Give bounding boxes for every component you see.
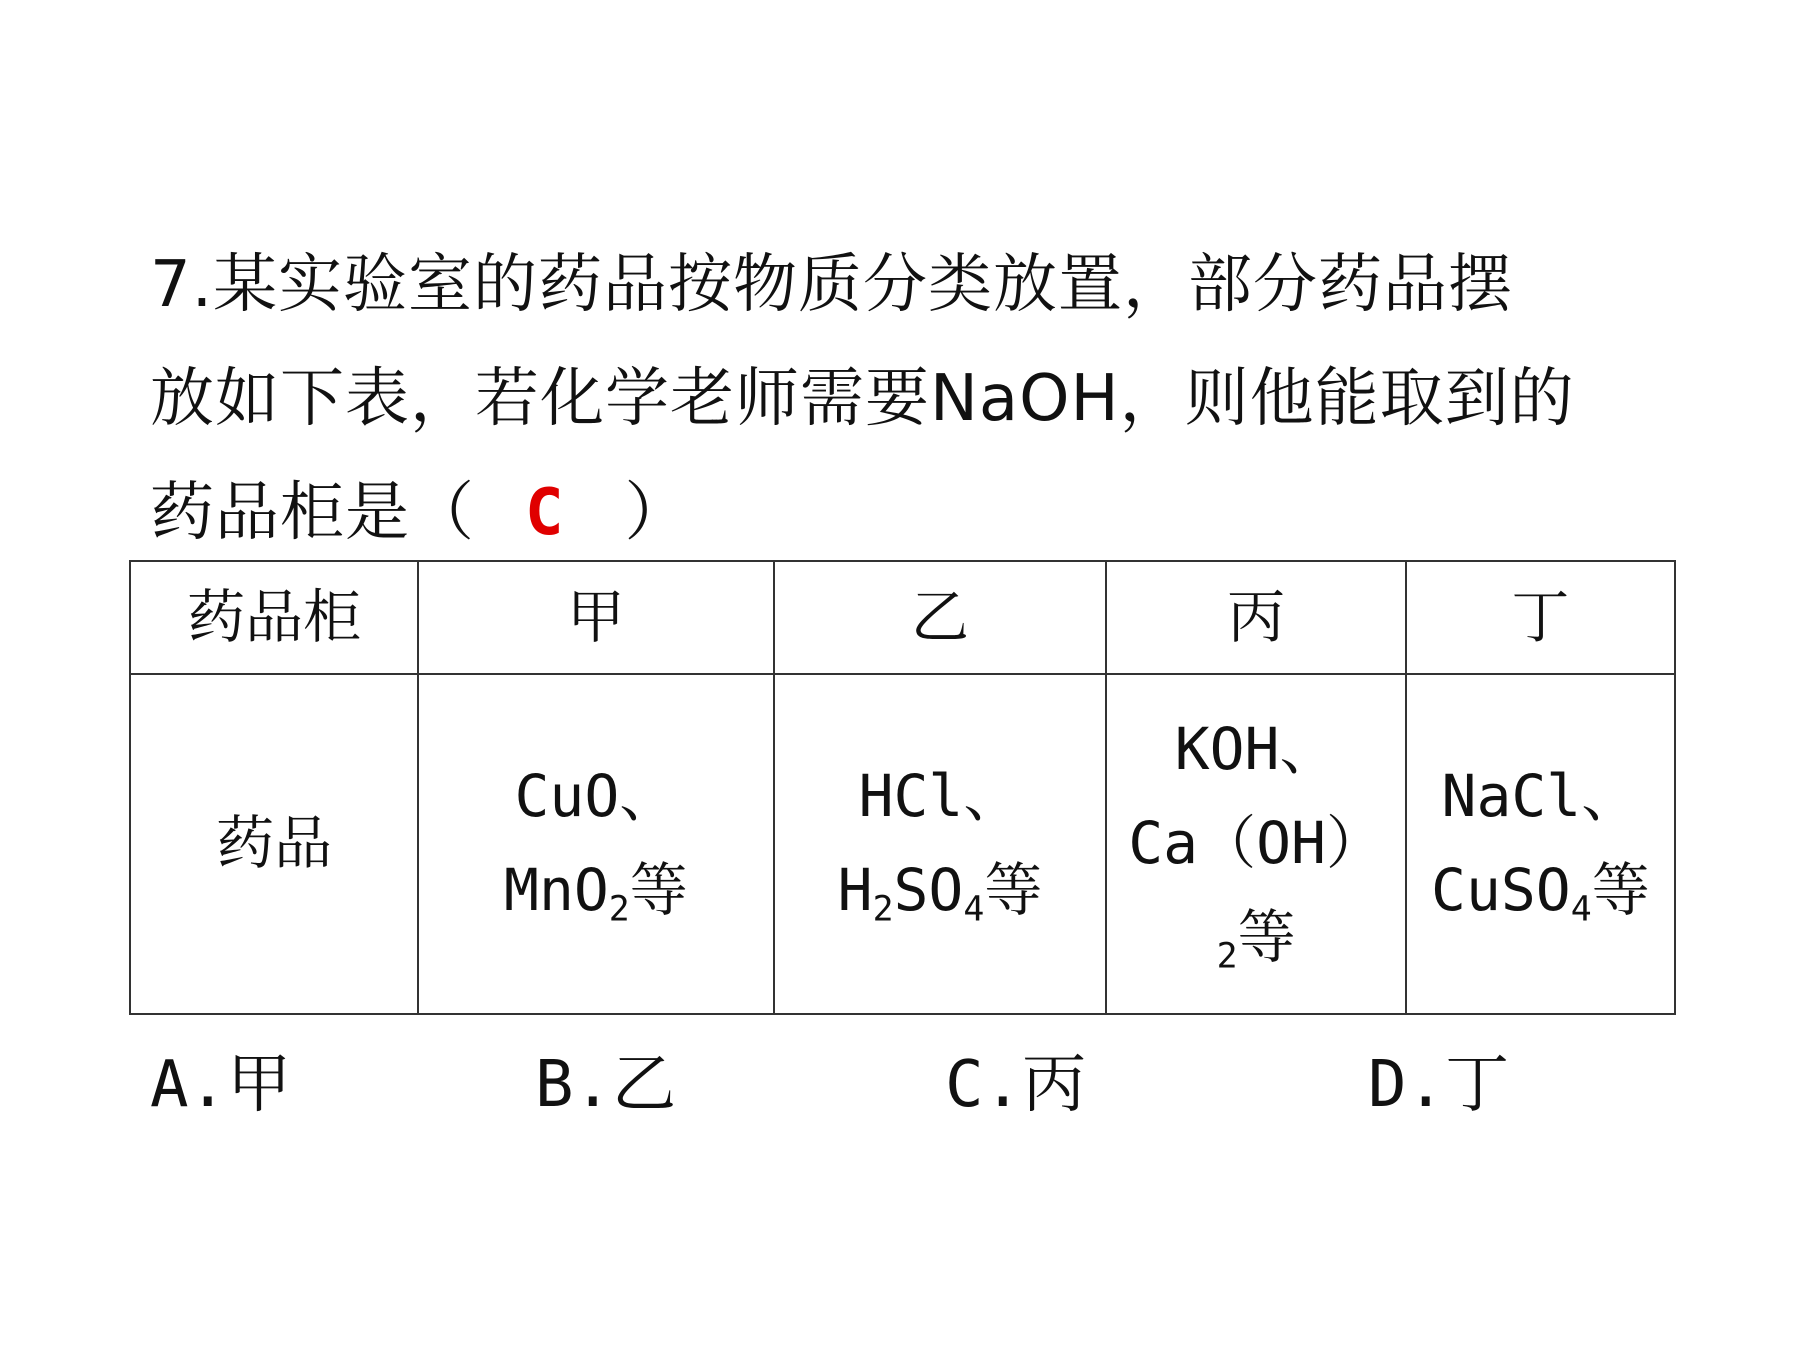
formula-subscript: 4 xyxy=(1570,889,1592,930)
question-line-1: 7.某实验室的药品按物质分类放置，部分药品摆 xyxy=(150,248,1514,322)
cell-jia xyxy=(418,674,773,1014)
cell-ding xyxy=(1406,674,1675,1014)
header-col-bing: 丙 xyxy=(1106,561,1405,674)
formula-subscript: 2 xyxy=(1216,936,1238,977)
answer-options xyxy=(150,1040,1690,1130)
option-b xyxy=(535,1040,676,1130)
cell-bing xyxy=(1106,674,1405,1014)
formula-part: H xyxy=(837,856,873,924)
option-b-letter: B. xyxy=(535,1048,613,1122)
header-col-jia: 甲 xyxy=(418,561,773,674)
cell-jia-line-2 xyxy=(419,844,772,938)
question-line-2: 放如下表，若化学老师需要NaOH，则他能取到的 xyxy=(150,362,1575,436)
formula-suffix: 等 xyxy=(984,856,1043,924)
option-c-letter: C. xyxy=(945,1048,1023,1122)
cell-ding-line-2 xyxy=(1407,844,1674,938)
cell-bing-line-2: Ca（OH） xyxy=(1128,809,1384,878)
cabinet-table xyxy=(129,560,1676,1015)
cell-bing-line-1: KOH、 xyxy=(1174,715,1338,784)
formula-subscript: 4 xyxy=(963,889,985,930)
formula-part: CuSO xyxy=(1431,856,1571,924)
header-label-cell: 药品柜 xyxy=(130,561,418,674)
option-d-letter: D. xyxy=(1368,1048,1446,1122)
cell-bing-line-3 xyxy=(1107,891,1404,985)
cell-yi-line-1: HCl、 xyxy=(858,762,1022,831)
option-d xyxy=(1368,1040,1509,1130)
row-label-cell: 药品 xyxy=(130,674,418,1014)
question-line-3-text: 药品柜是（ xyxy=(150,476,475,550)
cell-yi xyxy=(774,674,1107,1014)
formula-subscript: 2 xyxy=(872,889,894,930)
option-a-text: 甲 xyxy=(227,1048,292,1122)
formula-part: SO xyxy=(893,856,964,924)
option-a-letter: A. xyxy=(150,1048,228,1122)
formula-suffix: 等 xyxy=(629,856,688,924)
header-col-yi: 乙 xyxy=(774,561,1107,674)
table-row xyxy=(130,674,1675,1014)
question-stem xyxy=(150,228,1690,570)
cell-ding-line-1: NaCl、 xyxy=(1441,762,1640,831)
table-header-row xyxy=(130,561,1675,674)
formula-subscript: 2 xyxy=(608,889,630,930)
formula-suffix: 等 xyxy=(1237,902,1296,971)
question-close-paren: ） xyxy=(624,476,690,550)
answer-text: C xyxy=(525,476,565,550)
option-c-text: 丙 xyxy=(1022,1048,1087,1122)
formula-part: MnO xyxy=(504,856,609,924)
option-c xyxy=(945,1040,1086,1130)
question-line-3 xyxy=(150,456,1690,570)
option-b-text: 乙 xyxy=(612,1048,677,1122)
cell-jia-line-1: CuO、 xyxy=(514,762,678,831)
option-a xyxy=(150,1040,291,1130)
header-col-ding: 丁 xyxy=(1406,561,1675,674)
option-d-text: 丁 xyxy=(1445,1048,1510,1122)
cell-yi-line-2 xyxy=(775,844,1106,938)
formula-suffix: 等 xyxy=(1591,856,1650,924)
